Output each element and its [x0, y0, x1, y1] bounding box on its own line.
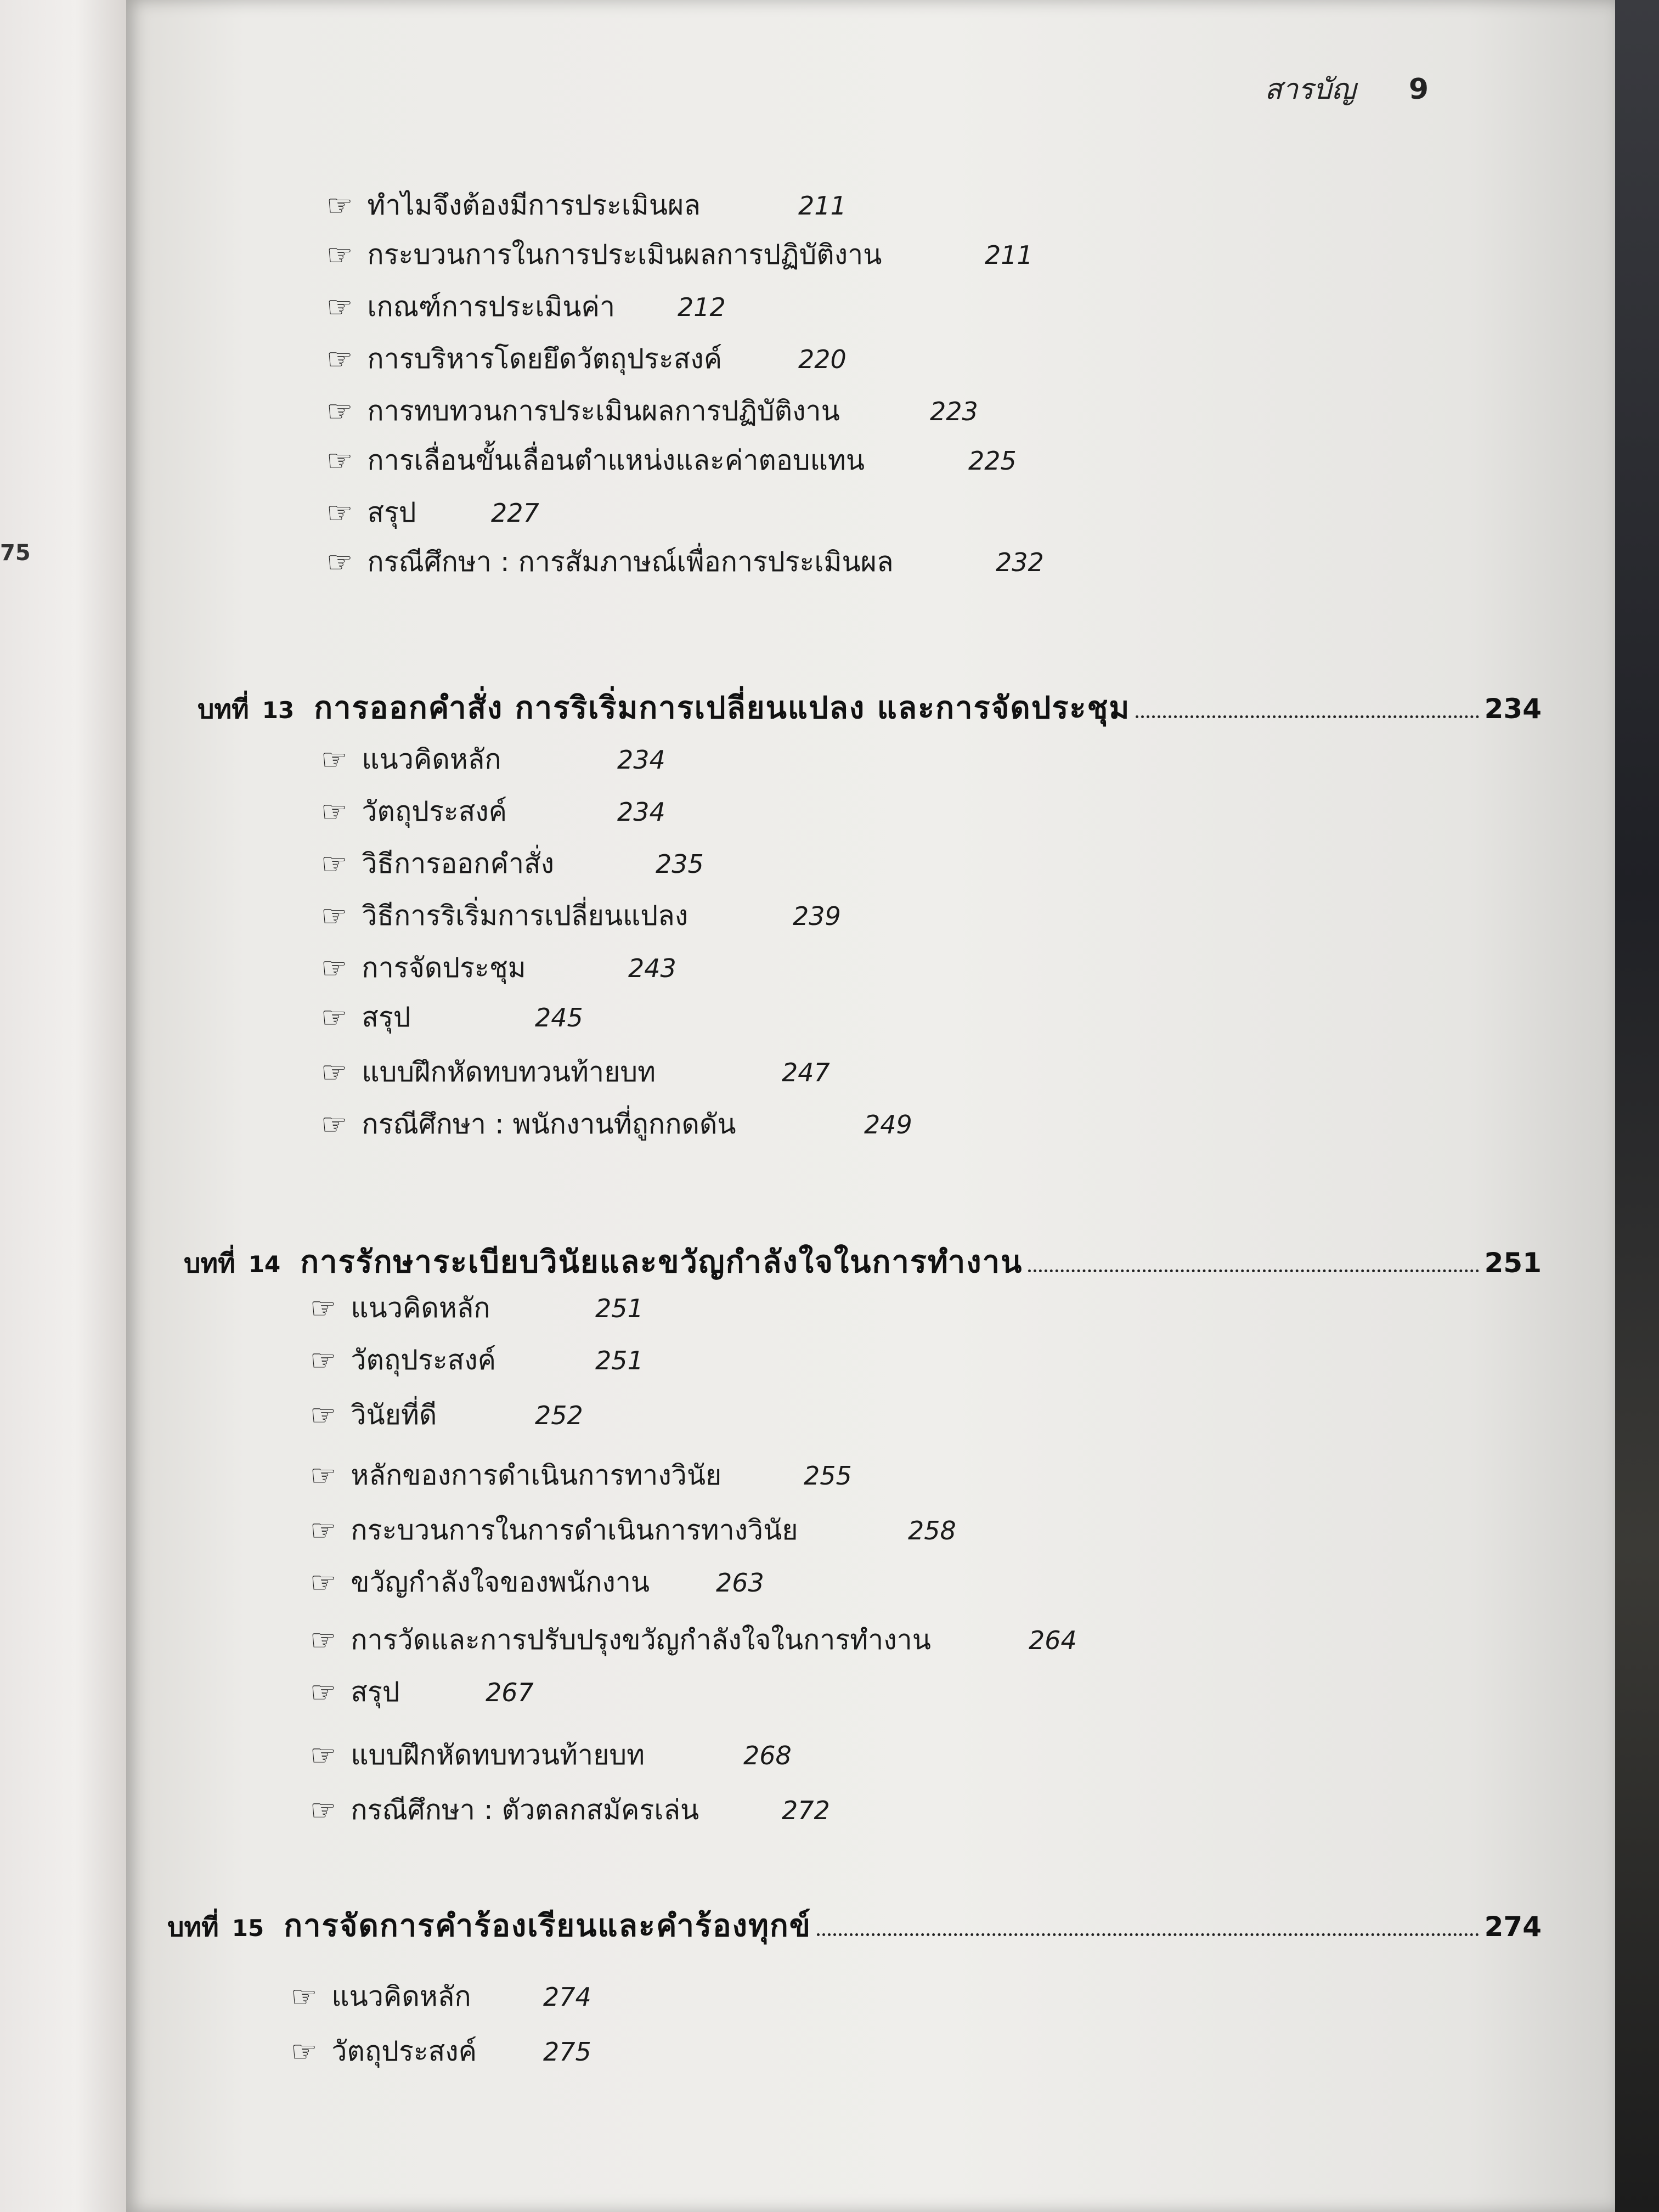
toc-entry: [310, 1509, 956, 1552]
entry-label: วัตถุประสงค์: [331, 2035, 477, 2067]
chapter-heading: [198, 683, 1542, 732]
pointing-hand-icon: ☞: [321, 1055, 348, 1090]
entry-page-number: 255: [804, 1460, 852, 1491]
entry-page-number: 235: [656, 849, 704, 879]
toc-entry: [291, 2030, 591, 2073]
entry-label: วัตถุประสงค์: [351, 1344, 496, 1376]
entry-page-number: 249: [864, 1109, 912, 1139]
pointing-hand-icon: ☞: [321, 847, 348, 881]
entry-label: วิธีการออกคำสั่ง: [362, 848, 555, 879]
chapter-title: การออกคำสั่ง การริเริ่มการเปลี่ยนแปลง และการจัดประชุม: [314, 690, 1131, 726]
toc-entry: [321, 738, 665, 781]
entry-label: วิธีการริเริ่มการเปลี่ยนแปลง: [362, 900, 689, 932]
left-page-number: 75: [0, 540, 31, 566]
entry-page-number: 251: [595, 1345, 644, 1375]
entry-page-number: 272: [782, 1795, 830, 1825]
toc-entry: [326, 540, 1044, 584]
chapter-number: 15: [232, 1915, 264, 1942]
pointing-hand-icon: ☞: [321, 951, 348, 985]
pointing-hand-icon: ☞: [326, 394, 353, 428]
entry-page-number: 275: [543, 2036, 591, 2067]
entry-page-number: 234: [617, 797, 665, 827]
toc-entry: [310, 1618, 1077, 1662]
toc-entry: [321, 1051, 830, 1094]
toc-entry: [321, 1103, 912, 1146]
entry-page-number: 211: [985, 240, 1033, 270]
entry-label: การบริหารโดยยึดวัตถุประสงค์: [367, 343, 723, 375]
chapter-label: บทที่: [184, 1248, 235, 1279]
pointing-hand-icon: ☞: [310, 1398, 337, 1432]
entry-label: แนวคิดหลัก: [351, 1292, 490, 1324]
toc-page: [126, 0, 1615, 2212]
pointing-hand-icon: ☞: [326, 342, 353, 376]
toc-entry: [326, 390, 978, 433]
toc-entry: [310, 1286, 644, 1330]
toc-entry: [310, 1734, 792, 1777]
entry-page-number: 268: [743, 1740, 792, 1770]
entry-label: กระบวนการในการดำเนินการทางวินัย: [351, 1514, 798, 1546]
entry-page-number: 267: [486, 1677, 534, 1707]
entry-page-number: 234: [617, 744, 665, 775]
pointing-hand-icon: ☞: [326, 238, 353, 272]
toc-entry: [321, 842, 704, 885]
chapter-heading: [184, 1237, 1542, 1286]
left-page: [0, 0, 126, 2212]
toc-entry: [310, 1454, 852, 1497]
entry-label: หลักของการดำเนินการทางวินัย: [351, 1459, 722, 1491]
toc-entry: [326, 184, 847, 227]
entry-page-number: 220: [798, 344, 847, 374]
dot-leader: [1028, 1269, 1479, 1272]
toc-entry: [310, 1561, 764, 1604]
toc-entry: [321, 946, 676, 990]
pointing-hand-icon: ☞: [321, 1107, 348, 1142]
entry-page-number: 227: [491, 498, 539, 528]
pointing-hand-icon: ☞: [326, 443, 353, 478]
pointing-hand-icon: ☞: [326, 290, 353, 324]
toc-entry: [321, 894, 841, 938]
chapter-heading: [167, 1901, 1542, 1950]
entry-label: แบบฝึกหัดทบทวนท้ายบท: [351, 1739, 645, 1771]
entry-page-number: 247: [782, 1057, 830, 1087]
dot-leader: [817, 1933, 1479, 1936]
entry-label: วัตถุประสงค์: [362, 795, 507, 827]
pointing-hand-icon: ☞: [310, 1675, 337, 1709]
entry-label: สรุป: [351, 1676, 400, 1708]
toc-entry: [326, 491, 539, 534]
entry-label: วินัยที่ดี: [351, 1399, 437, 1431]
entry-label: ขวัญกำลังใจของพนักงาน: [351, 1566, 650, 1598]
toc-entry: [326, 439, 1017, 482]
pointing-hand-icon: ☞: [326, 188, 353, 223]
chapter-page-number: 251: [1484, 1247, 1542, 1279]
background-strip: [1615, 0, 1659, 2212]
entry-label: ทำไมจึงต้องมีการประเมินผล: [367, 189, 701, 221]
toc-entry: [321, 790, 665, 833]
toc-entry: [326, 233, 1033, 276]
toc-entry: [326, 337, 847, 381]
pointing-hand-icon: ☞: [291, 1979, 318, 2014]
header-page-number: 9: [1408, 73, 1429, 106]
entry-page-number: 274: [543, 1982, 591, 2012]
pointing-hand-icon: ☞: [326, 495, 353, 530]
pointing-hand-icon: ☞: [321, 742, 348, 777]
entry-page-number: 223: [930, 396, 978, 426]
pointing-hand-icon: ☞: [310, 1623, 337, 1657]
pointing-hand-icon: ☞: [310, 1565, 337, 1600]
page-header: [1265, 66, 1429, 111]
entry-label: แนวคิดหลัก: [362, 743, 501, 775]
entry-page-number: 243: [628, 953, 676, 983]
pointing-hand-icon: ☞: [310, 1793, 337, 1827]
dot-leader: [1136, 715, 1479, 718]
header-title: สารบัญ: [1265, 73, 1356, 106]
entry-label: กรณีศึกษา : การสัมภาษณ์เพื่อการประเมินผล: [367, 546, 894, 578]
entry-page-number: 225: [968, 445, 1017, 476]
entry-label: การทบทวนการประเมินผลการปฏิบัติงาน: [367, 395, 840, 427]
chapter-title: การจัดการคำร้องเรียนและคำร้องทุกข์: [284, 1908, 812, 1944]
toc-entry: [310, 1788, 830, 1832]
pointing-hand-icon: ☞: [310, 1738, 337, 1773]
entry-label: สรุป: [362, 1001, 411, 1033]
pointing-hand-icon: ☞: [310, 1458, 337, 1493]
entry-page-number: 263: [716, 1567, 764, 1598]
toc-entry: [310, 1339, 644, 1382]
entry-label: กรณีศึกษา : พนักงานที่ถูกกดดัน: [362, 1108, 736, 1140]
chapter-label: บทที่: [167, 1912, 219, 1943]
entry-label: กรณีศึกษา : ตัวตลกสมัครเล่น: [351, 1794, 699, 1826]
entry-label: แบบฝึกหัดทบทวนท้ายบท: [362, 1056, 656, 1088]
toc-entry: [291, 1975, 591, 2018]
pointing-hand-icon: ☞: [321, 794, 348, 829]
entry-page-number: 258: [908, 1515, 956, 1545]
pointing-hand-icon: ☞: [321, 899, 348, 933]
pointing-hand-icon: ☞: [310, 1343, 337, 1378]
toc-entry: [310, 1393, 583, 1437]
toc-entry: [321, 996, 583, 1039]
chapter-number: 14: [248, 1251, 281, 1278]
entry-label: สรุป: [367, 496, 416, 528]
entry-label: การจัดประชุม: [362, 952, 526, 984]
chapter-label: บทที่: [198, 694, 249, 725]
chapter-page-number: 234: [1484, 693, 1542, 725]
entry-page-number: 252: [535, 1400, 583, 1430]
chapter-title: การรักษาระเบียบวินัยและขวัญกำลังใจในการทำงาน: [300, 1244, 1023, 1280]
entry-page-number: 264: [1029, 1625, 1077, 1655]
entry-page-number: 232: [996, 547, 1044, 577]
pointing-hand-icon: ☞: [326, 545, 353, 579]
entry-label: แนวคิดหลัก: [331, 1980, 471, 2012]
chapter-number: 13: [262, 697, 295, 724]
entry-page-number: 251: [595, 1293, 644, 1323]
toc-entry: [310, 1671, 534, 1714]
entry-label: การวัดและการปรับปรุงขวัญกำลังใจในการทำงาน: [351, 1624, 931, 1656]
pointing-hand-icon: ☞: [310, 1291, 337, 1325]
entry-label: การเลื่อนขั้นเลื่อนตำแหน่งและค่าตอบแทน: [367, 444, 865, 476]
chapter-page-number: 274: [1484, 1911, 1542, 1943]
entry-label: เกณฑ์การประเมินค่า: [367, 291, 616, 323]
pointing-hand-icon: ☞: [321, 1000, 348, 1035]
entry-page-number: 211: [798, 190, 847, 221]
entry-label: กระบวนการในการประเมินผลการปฏิบัติงาน: [367, 239, 882, 270]
entry-page-number: 239: [793, 901, 841, 931]
entry-page-number: 245: [535, 1002, 583, 1032]
pointing-hand-icon: ☞: [291, 2034, 318, 2069]
pointing-hand-icon: ☞: [310, 1513, 337, 1548]
entry-page-number: 212: [678, 292, 726, 322]
toc-entry: [326, 285, 726, 329]
